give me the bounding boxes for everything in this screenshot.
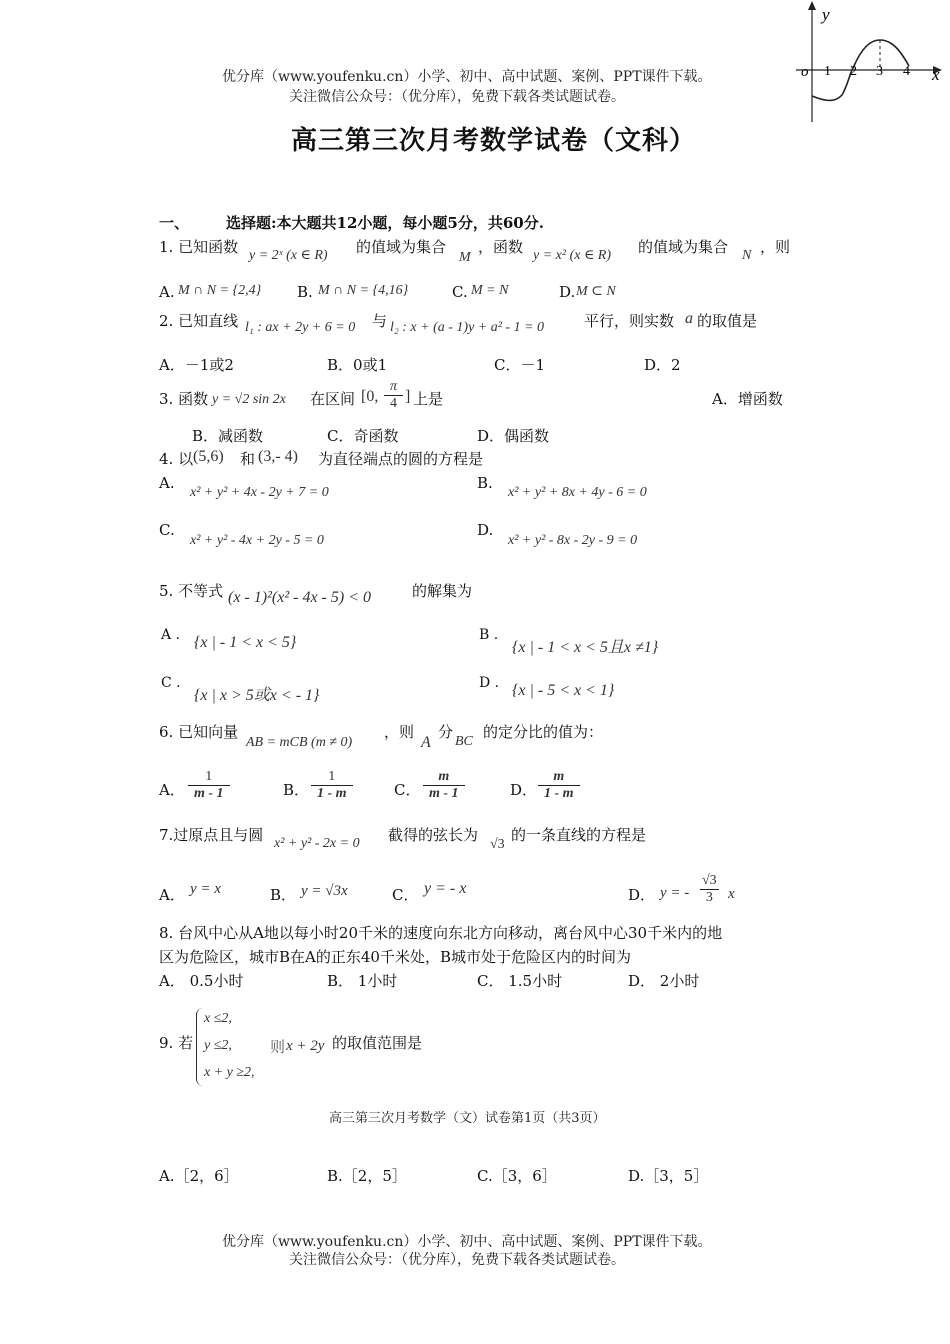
q2-line-1: l₁ : ax + 2y + 6 = 0 — [245, 320, 356, 335]
q7-option-d-label: D． — [628, 886, 656, 904]
q1-end: ，则 — [760, 238, 791, 256]
q1-option-c-label: C. — [452, 283, 468, 301]
q1-formula-1: y = 2ˣ (x ∈ R) — [249, 248, 328, 263]
q3-mid: 在区间 — [310, 390, 356, 408]
page-title: 高三第三次月考数学试卷（文科） — [291, 126, 697, 156]
q3-option-b: B．减函数 — [192, 427, 264, 445]
q9-option-d: D.［3，5］ — [628, 1167, 709, 1185]
q1-option-a: M ∩ N = {2,4} — [178, 283, 262, 298]
q9-option-c: C.［3，6］ — [477, 1167, 557, 1185]
q6-option-b — [311, 769, 353, 802]
q4-option-b-label: B. — [477, 474, 493, 492]
q9-condition-2: y ≤2, — [204, 1038, 232, 1053]
q1-option-a-label: A. — [159, 283, 175, 301]
q3-option-c: C．奇函数 — [327, 427, 399, 445]
q5-end: 的解集为 — [412, 582, 473, 600]
q7-option-a-label: A． — [159, 886, 185, 904]
q6-end: 的定分比的值为： — [483, 723, 604, 741]
q6-option-c-label: C． — [394, 781, 421, 799]
q8-option-c: C． 1.5小时 — [477, 972, 563, 990]
page-number-footer: 高三第三次月考数学（文）试卷第1页（共3页） — [329, 1111, 606, 1126]
q3-pi: π — [390, 379, 398, 394]
q1-option-d-label: D. — [559, 283, 576, 301]
q7-option-c: y = - x — [424, 880, 467, 897]
q6-option-a-label: A． — [159, 781, 185, 799]
graph-tick-4: 4 — [903, 64, 910, 79]
q7-option-b-label: B． — [270, 886, 297, 904]
q3-interval-right: ] — [405, 388, 411, 405]
q5-option-b-label: B . — [479, 627, 499, 643]
q8-line-2: 区为危险区，城市B在A的正东40千米处，B城市处于危险区内的时间为 — [159, 948, 631, 966]
q6-stem: 6. 已知向量 — [159, 723, 239, 741]
q5-option-b: {x | - 1 < x < 5且x ≠1} — [512, 639, 659, 656]
q9-ze: 则 — [270, 1038, 286, 1056]
q3-option-d: D．偶函数 — [477, 427, 550, 445]
q7-option-c-label: C． — [392, 886, 419, 904]
q3-interval-frac — [384, 379, 403, 412]
q6-d-num: m — [553, 769, 565, 784]
q9-end: 的取值范围是 — [332, 1034, 423, 1052]
q5-option-c: {x | x > 5或x < - 1} — [194, 687, 320, 704]
q6-option-d — [538, 769, 580, 802]
q4-point-2: (3,- 4) — [258, 448, 298, 465]
q7-option-d-frac — [696, 873, 723, 906]
q1-mid-2: ，函数 — [478, 238, 524, 256]
q4-option-d: x² + y² - 8x - 2y - 9 = 0 — [508, 533, 638, 548]
section-number: 一、 — [159, 214, 190, 232]
q7-d-den: 3 — [700, 889, 719, 906]
q7-mid: 截得的弦长为 — [388, 826, 479, 844]
q6-b-den: 1 - m — [311, 785, 353, 802]
q7-option-d-pre: y = - — [660, 885, 690, 901]
q8-line-1: 8. 台风中心从A地以每小时20千米的速度向东北方向移动，离台风中心30千米内的地 — [159, 924, 723, 942]
q6-option-b-label: B． — [283, 781, 310, 799]
q7-stem: 7.过原点且与圆 — [159, 826, 264, 844]
q6-option-d-label: D． — [510, 781, 538, 799]
q6-point-a: A — [421, 734, 431, 751]
function-graph — [776, 0, 946, 125]
q7-length: √3 — [490, 837, 505, 852]
graph-tick-1: 1 — [824, 64, 831, 79]
q4-end: 为直径端点的圆的方程是 — [318, 450, 484, 468]
q5-option-c-label: C . — [161, 675, 181, 691]
footer-line-2: 关注微信公众号：（优分库），免费下载各类试题试卷。 — [289, 1252, 625, 1268]
q6-a-num: 1 — [205, 769, 213, 784]
q2-line-2: l₂ : x + (a - 1)y + a² - 1 = 0 — [390, 320, 545, 335]
q6-a-den: m - 1 — [188, 785, 230, 802]
q9-brace — [196, 1008, 203, 1086]
q6-d-den: 1 - m — [538, 785, 580, 802]
footer-line-1: 优分库（www.youfenku.cn）小学、初中、高中试题、案例、PPT课件下载。 — [222, 1234, 712, 1250]
q7-option-b: y = √3x — [301, 883, 348, 899]
q6-option-a — [188, 769, 230, 802]
q1-option-c: M = N — [471, 283, 509, 298]
q4-option-a: x² + y² + 4x - 2y + 7 = 0 — [190, 485, 329, 500]
q5-option-d-label: D . — [479, 675, 500, 691]
q5-option-a-label: A . — [161, 627, 181, 643]
graph-y-label: y — [822, 5, 830, 24]
q2-option-a: A．－1或2 — [159, 356, 234, 374]
q2-option-c: C．－1 — [494, 356, 546, 374]
q2-option-d: D．2 — [644, 356, 681, 374]
q6-formula: AB = mCB (m ≠ 0) — [246, 735, 353, 750]
q9-expr: x + 2y — [286, 1038, 325, 1054]
q8-option-d: D． 2小时 — [628, 972, 700, 990]
q1-stem: 1. 已知函数 — [159, 238, 239, 256]
q1-set-n: N — [742, 248, 752, 263]
q1-option-d: M ⊂ N — [576, 284, 616, 299]
q5-stem: 5. 不等式 — [159, 582, 224, 600]
q6-c-num: m — [438, 769, 450, 784]
q4-option-c-label: C. — [159, 521, 175, 539]
q2-end: 平行，则实数 — [584, 312, 675, 330]
q7-d-num: √3 — [702, 873, 717, 888]
q9-stem: 9. 若 — [159, 1034, 194, 1052]
q4-option-b: x² + y² + 8x + 4y - 6 = 0 — [508, 485, 647, 500]
graph-tick-3: 3 — [876, 64, 883, 79]
q6-c-den: m - 1 — [423, 785, 465, 802]
q7-end: 的一条直线的方程是 — [511, 826, 647, 844]
graph-x-label: x — [932, 65, 940, 84]
graph-origin-label: o — [801, 64, 809, 80]
q2-var-a: a — [685, 310, 693, 327]
q9-condition-3: x + y ≥2, — [204, 1065, 255, 1080]
q1-option-b: M ∩ N = {4,16} — [318, 283, 409, 298]
q1-mid-1: 的值域为集合 — [356, 238, 447, 256]
q5-option-a: {x | - 1 < x < 5} — [194, 634, 297, 651]
q1-mid-3: 的值域为集合 — [638, 238, 729, 256]
q2-option-b: B．0或1 — [327, 356, 388, 374]
q1-option-b-label: B. — [297, 283, 313, 301]
section-heading: 选择题:本大题共12小题，每小题5分，共60分. — [226, 214, 544, 232]
header-line-2: 关注微信公众号：（优分库），免费下载各类试题试卷。 — [289, 89, 625, 105]
q9-option-b: B.［2，5］ — [327, 1167, 407, 1185]
header-line-1: 优分库（www.youfenku.cn）小学、初中、高中试题、案例、PPT课件下载。 — [222, 69, 712, 85]
graph-y-arrow — [808, 1, 816, 10]
q4-stem: 4. 以 — [159, 450, 194, 468]
q4-point-1: (5,6) — [193, 448, 224, 465]
q9-option-a: A.［2，6］ — [159, 1167, 239, 1185]
q5-option-d: {x | - 5 < x < 1} — [512, 682, 615, 699]
q4-option-c: x² + y² - 4x + 2y - 5 = 0 — [190, 533, 324, 548]
q8-option-a: A． 0.5小时 — [159, 972, 244, 990]
q3-option-a: A．增函数 — [712, 390, 783, 408]
q3-stem: 3. 函数 — [159, 390, 209, 408]
q9-condition-1: x ≤2, — [204, 1011, 232, 1026]
graph-tick-2: 2 — [850, 64, 857, 79]
q3-four: 4 — [384, 395, 403, 412]
q6-b-num: 1 — [328, 769, 336, 784]
q1-set-m: M — [459, 250, 471, 265]
q6-option-c — [423, 769, 465, 802]
q3-formula: y = √2 sin 2x — [212, 392, 286, 407]
q6-fen: 分 — [438, 723, 454, 741]
q6-mid: ，则 — [384, 723, 415, 741]
q2-mid: 与 — [372, 312, 388, 330]
q4-and: 和 — [240, 450, 256, 468]
q8-option-b: B． 1小时 — [327, 972, 398, 990]
q2-stem: 2. 已知直线 — [159, 312, 239, 330]
q4-option-a-label: A. — [159, 474, 175, 492]
q1-formula-2: y = x² (x ∈ R) — [533, 248, 612, 263]
q3-interval-left: [0, — [361, 388, 379, 405]
q2-end-2: 的取值是 — [697, 312, 758, 330]
q7-option-a: y = x — [190, 881, 221, 897]
q6-bc: BC — [455, 734, 473, 749]
q5-formula: (x - 1)²(x² - 4x - 5) < 0 — [228, 589, 371, 606]
q3-end: 上是 — [413, 390, 444, 408]
q4-option-d-label: D. — [477, 521, 494, 539]
q7-option-d-post: x — [728, 886, 735, 902]
q7-formula: x² + y² - 2x = 0 — [274, 836, 360, 851]
